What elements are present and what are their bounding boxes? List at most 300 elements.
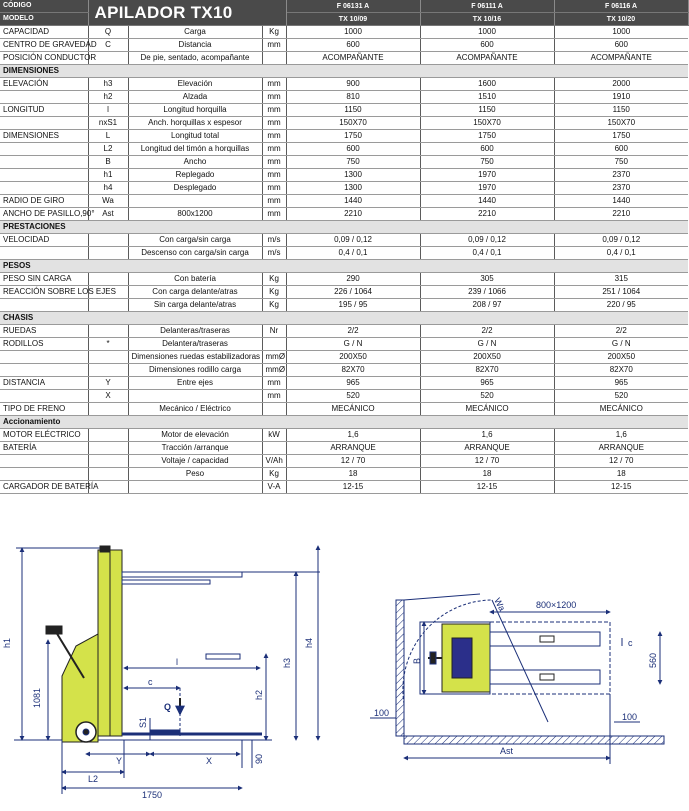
raised-forks — [122, 572, 242, 577]
row-symbol — [88, 442, 128, 455]
row-value: 1,6 — [420, 429, 554, 442]
row-unit: m/s — [262, 234, 286, 247]
row-description: Carga — [128, 26, 262, 39]
row-description: Dimensiones rodillo carga — [128, 364, 262, 377]
table-row — [0, 442, 688, 455]
row-value: 810 — [286, 91, 420, 104]
row-value: 2370 — [554, 182, 688, 195]
row-label: DIMENSIONES — [0, 130, 88, 143]
row-value: 1150 — [420, 104, 554, 117]
label-x: X — [206, 756, 213, 766]
row-label — [0, 455, 88, 468]
battery — [452, 638, 472, 678]
tiller-handle — [46, 626, 62, 634]
fork-left — [490, 632, 600, 646]
row-value: 18 — [554, 468, 688, 481]
row-value: 600 — [420, 143, 554, 156]
label-s1: S1 — [138, 716, 148, 728]
row-label: RUEDAS — [0, 325, 88, 338]
row-symbol: B — [88, 156, 128, 169]
wheel-hub — [83, 729, 89, 735]
row-value: 12-15 — [420, 481, 554, 494]
row-unit: mm — [262, 390, 286, 403]
table-row — [0, 208, 688, 221]
row-unit — [262, 52, 286, 65]
table-row — [0, 156, 688, 169]
section-title: PESOS — [0, 260, 688, 273]
table-row — [0, 286, 688, 299]
table-row — [0, 351, 688, 364]
floor-wall — [404, 736, 664, 744]
row-unit: mm — [262, 78, 286, 91]
row-value: 1970 — [420, 182, 554, 195]
row-value: 0,4 / 0,1 — [420, 247, 554, 260]
row-value: ARRANQUE — [286, 442, 420, 455]
modelo-label: MODELO — [0, 13, 88, 26]
row-label — [0, 169, 88, 182]
section-row — [0, 221, 688, 234]
row-value: 208 / 97 — [420, 299, 554, 312]
table-row — [0, 299, 688, 312]
raised-forks-lower — [122, 580, 210, 584]
row-value: 1910 — [554, 91, 688, 104]
row-label — [0, 299, 88, 312]
row-description: Tracción /arranque — [128, 442, 262, 455]
row-description: Elevación — [128, 78, 262, 91]
row-label — [0, 156, 88, 169]
row-unit: kW — [262, 429, 286, 442]
row-description: Longitud del timón a horquillas — [128, 143, 262, 156]
row-unit: m/s — [262, 247, 286, 260]
row-value: 0,4 / 0,1 — [286, 247, 420, 260]
row-label: CARGADOR DE BATERÍA — [0, 481, 88, 494]
row-label: MOTOR ELÉCTRICO — [0, 429, 88, 442]
label-c: c — [148, 677, 153, 687]
row-label: LONGITUD — [0, 104, 88, 117]
row-unit: mm — [262, 208, 286, 221]
row-value: 220 / 95 — [554, 299, 688, 312]
row-unit: mmØ — [262, 351, 286, 364]
model-name: TX 10/09 — [286, 13, 420, 26]
row-value: 150X70 — [554, 117, 688, 130]
row-description: Entre ejes — [128, 377, 262, 390]
row-description: 800x1200 — [128, 208, 262, 221]
row-unit: mm — [262, 39, 286, 52]
table-row — [0, 52, 688, 65]
section-title: DIMENSIONES — [0, 65, 688, 78]
row-label — [0, 351, 88, 364]
label-l2: L2 — [88, 774, 99, 784]
ext-line — [404, 594, 480, 600]
table-row — [0, 169, 688, 182]
table-row — [0, 195, 688, 208]
row-description: Delantera/traseras — [128, 338, 262, 351]
table-row — [0, 455, 688, 468]
row-value: 12 / 70 — [286, 455, 420, 468]
row-value: 200X50 — [554, 351, 688, 364]
row-symbol: C — [88, 39, 128, 52]
label-b: B — [412, 657, 422, 664]
row-value: G / N — [286, 338, 420, 351]
row-value: 2/2 — [420, 325, 554, 338]
row-label: VELOCIDAD — [0, 234, 88, 247]
row-description: Longitud total — [128, 130, 262, 143]
model-name: TX 10/16 — [420, 13, 554, 26]
label-100-left: 100 — [374, 708, 390, 718]
row-unit: Kg — [262, 26, 286, 39]
table-row — [0, 130, 688, 143]
row-symbol: Y — [88, 377, 128, 390]
row-unit: mm — [262, 130, 286, 143]
row-value: 750 — [420, 156, 554, 169]
row-description: Desplegado — [128, 182, 262, 195]
mast-top — [100, 546, 110, 552]
row-value: 1750 — [420, 130, 554, 143]
row-unit: mm — [262, 377, 286, 390]
row-symbol: h1 — [88, 169, 128, 182]
label-wa: Wa — [492, 596, 508, 613]
row-unit: mm — [262, 117, 286, 130]
tiller-handle-top — [430, 652, 436, 664]
row-symbol: X — [88, 390, 128, 403]
label-ast: Ast — [500, 746, 514, 756]
model-code: F 06131 A — [286, 0, 420, 13]
section-row — [0, 260, 688, 273]
table-row — [0, 273, 688, 286]
label-560: 560 — [648, 652, 658, 668]
row-description: Con carga delante/atras — [128, 286, 262, 299]
label-h2: h2 — [254, 689, 264, 700]
row-symbol — [88, 234, 128, 247]
row-symbol: nxS1 — [88, 117, 128, 130]
row-label — [0, 468, 88, 481]
row-label: TIPO DE FRENO — [0, 403, 88, 416]
side-view-drawing — [14, 546, 320, 794]
table-row — [0, 91, 688, 104]
row-value: 1970 — [420, 169, 554, 182]
row-value: 226 / 1064 — [286, 286, 420, 299]
section-row — [0, 416, 688, 429]
row-value: 18 — [420, 468, 554, 481]
row-value: 1,6 — [554, 429, 688, 442]
load-roller — [150, 730, 180, 734]
table-row — [0, 104, 688, 117]
row-label: ELEVACIÓN — [0, 78, 88, 91]
row-value: G / N — [420, 338, 554, 351]
row-value: 1440 — [420, 195, 554, 208]
row-value: 1000 — [420, 26, 554, 39]
model-name: TX 10/20 — [554, 13, 688, 26]
row-value: MECÁNICO — [420, 403, 554, 416]
row-label: CENTRO DE GRAVEDAD — [0, 39, 88, 52]
row-description: Replegado — [128, 169, 262, 182]
row-value: 600 — [286, 39, 420, 52]
row-value: 750 — [286, 156, 420, 169]
row-value: 200X50 — [286, 351, 420, 364]
fork-right — [490, 670, 600, 684]
row-value: 2210 — [554, 208, 688, 221]
row-unit — [262, 338, 286, 351]
row-symbol — [88, 325, 128, 338]
row-value: 290 — [286, 273, 420, 286]
row-value: 1,6 — [286, 429, 420, 442]
row-label — [0, 117, 88, 130]
row-value: 0,4 / 0,1 — [554, 247, 688, 260]
row-unit: mmØ — [262, 364, 286, 377]
mid-forks — [206, 654, 240, 659]
row-value: 900 — [286, 78, 420, 91]
row-symbol: * — [88, 338, 128, 351]
row-value: 2210 — [286, 208, 420, 221]
row-symbol — [88, 429, 128, 442]
row-value: ACOMPAÑANTE — [554, 52, 688, 65]
row-value: 1600 — [420, 78, 554, 91]
row-value: 1000 — [554, 26, 688, 39]
row-label — [0, 182, 88, 195]
table-row — [0, 234, 688, 247]
row-description: Dimensiones ruedas estabilizadoras — [128, 351, 262, 364]
row-description: Voltaje / capacidad — [128, 455, 262, 468]
row-label: PESO SIN CARGA — [0, 273, 88, 286]
table-row — [0, 377, 688, 390]
label-q: Q — [164, 702, 172, 712]
row-value: 1750 — [286, 130, 420, 143]
row-symbol: L — [88, 130, 128, 143]
row-value: 12-15 — [554, 481, 688, 494]
label-y: Y — [116, 756, 123, 766]
row-symbol — [88, 351, 128, 364]
row-unit: V-A — [262, 481, 286, 494]
row-description: Sin carga delante/atras — [128, 299, 262, 312]
table-row — [0, 338, 688, 351]
row-unit: V/Ah — [262, 455, 286, 468]
row-label: BATERÍA — [0, 442, 88, 455]
row-value: 965 — [286, 377, 420, 390]
row-value: 2/2 — [554, 325, 688, 338]
page-title: APILADOR TX10 — [88, 0, 286, 26]
row-value: 600 — [554, 143, 688, 156]
side-view-labels — [2, 638, 314, 800]
row-label: REACCIÓN SOBRE LOS EJES — [0, 286, 88, 299]
row-value: 12 / 70 — [420, 455, 554, 468]
row-value: 2/2 — [286, 325, 420, 338]
row-value: 1750 — [554, 130, 688, 143]
row-label: ANCHO DE PASILLO,90° — [0, 208, 88, 221]
row-label: RODILLOS — [0, 338, 88, 351]
row-label — [0, 364, 88, 377]
row-value: 18 — [286, 468, 420, 481]
row-label: POSICIÓN CONDUCTOR — [0, 52, 88, 65]
row-value: 315 — [554, 273, 688, 286]
row-value: 965 — [420, 377, 554, 390]
label-pallet: 800×1200 — [536, 600, 577, 610]
row-description: Motor de elevación — [128, 429, 262, 442]
row-unit — [262, 403, 286, 416]
row-value: 600 — [554, 39, 688, 52]
row-symbol: h3 — [88, 78, 128, 91]
row-value: 2210 — [420, 208, 554, 221]
section-title: CHASIS — [0, 312, 688, 325]
table-row — [0, 39, 688, 52]
row-label: DISTANCIA — [0, 377, 88, 390]
row-value: 150X70 — [286, 117, 420, 130]
row-label — [0, 247, 88, 260]
row-symbol: L2 — [88, 143, 128, 156]
row-value: 0,09 / 0,12 — [286, 234, 420, 247]
row-value: ARRANQUE — [420, 442, 554, 455]
row-value: 600 — [286, 143, 420, 156]
row-description: Anch. horquillas x espesor — [128, 117, 262, 130]
row-description: Distancia — [128, 39, 262, 52]
section-title: Accionamiento — [0, 416, 688, 429]
table-row — [0, 390, 688, 403]
row-description: Con carga/sin carga — [128, 234, 262, 247]
section-row — [0, 312, 688, 325]
row-unit: Kg — [262, 299, 286, 312]
row-description — [128, 195, 262, 208]
table-row — [0, 481, 688, 494]
row-symbol: Wa — [88, 195, 128, 208]
row-value: 0,09 / 0,12 — [554, 234, 688, 247]
label-l: l — [176, 657, 178, 667]
model-code: F 06116 A — [554, 0, 688, 13]
row-unit: mm — [262, 156, 286, 169]
row-symbol: l — [88, 104, 128, 117]
row-value: 750 — [554, 156, 688, 169]
row-description: Delanteras/traseras — [128, 325, 262, 338]
row-value: 1150 — [286, 104, 420, 117]
row-description: Alzada — [128, 91, 262, 104]
table-row — [0, 247, 688, 260]
row-value: 1440 — [286, 195, 420, 208]
row-value: MECÁNICO — [554, 403, 688, 416]
row-symbol: Q — [88, 26, 128, 39]
row-unit: mm — [262, 143, 286, 156]
row-description: Con batería — [128, 273, 262, 286]
row-unit — [262, 442, 286, 455]
label-1750: 1750 — [142, 790, 163, 800]
table-row — [0, 26, 688, 39]
row-value: 520 — [420, 390, 554, 403]
row-symbol — [88, 364, 128, 377]
row-label — [0, 143, 88, 156]
row-symbol — [88, 468, 128, 481]
label-c-top: c — [628, 638, 633, 648]
row-unit: Nr — [262, 325, 286, 338]
row-value: 965 — [554, 377, 688, 390]
row-description: Ancho — [128, 156, 262, 169]
row-symbol: h4 — [88, 182, 128, 195]
row-value: 1510 — [420, 91, 554, 104]
table-row — [0, 325, 688, 338]
row-unit: mm — [262, 195, 286, 208]
row-description: Longitud horquilla — [128, 104, 262, 117]
row-value: 600 — [420, 39, 554, 52]
table-row — [0, 468, 688, 481]
row-value: 12-15 — [286, 481, 420, 494]
row-value: 82X70 — [286, 364, 420, 377]
row-symbol — [88, 299, 128, 312]
row-value: 239 / 1066 — [420, 286, 554, 299]
table-row — [0, 182, 688, 195]
table-row — [0, 429, 688, 442]
row-unit: mm — [262, 91, 286, 104]
row-value: 520 — [554, 390, 688, 403]
row-value: 82X70 — [420, 364, 554, 377]
row-unit: Kg — [262, 468, 286, 481]
row-value: 150X70 — [420, 117, 554, 130]
dim-wa-line — [492, 600, 548, 722]
row-value: ACOMPAÑANTE — [420, 52, 554, 65]
section-row — [0, 65, 688, 78]
row-value: 1150 — [554, 104, 688, 117]
top-view-drawing — [370, 594, 664, 764]
row-symbol: Ast — [88, 208, 128, 221]
row-value: 2000 — [554, 78, 688, 91]
table-row — [0, 403, 688, 416]
row-unit: Kg — [262, 273, 286, 286]
label-h1: h1 — [2, 637, 12, 648]
row-value: G / N — [554, 338, 688, 351]
row-unit: mm — [262, 182, 286, 195]
technical-drawings — [0, 528, 688, 806]
row-description: Descenso con carga/sin carga — [128, 247, 262, 260]
row-description: Peso — [128, 468, 262, 481]
row-value: 520 — [286, 390, 420, 403]
row-symbol: h2 — [88, 91, 128, 104]
row-label: CAPACIDAD — [0, 26, 88, 39]
codigo-label: CÓDIGO — [0, 0, 88, 13]
row-description — [128, 481, 262, 494]
row-symbol — [88, 273, 128, 286]
row-value: 0,09 / 0,12 — [420, 234, 554, 247]
row-value: MECÁNICO — [286, 403, 420, 416]
row-description — [128, 390, 262, 403]
table-row — [0, 78, 688, 91]
header-code-row — [0, 0, 688, 13]
table-row — [0, 143, 688, 156]
left-wall — [396, 600, 404, 736]
row-value: 1000 — [286, 26, 420, 39]
table-row — [0, 364, 688, 377]
row-unit: mm — [262, 169, 286, 182]
row-label: RADIO DE GIRO — [0, 195, 88, 208]
row-value: ARRANQUE — [554, 442, 688, 455]
label-h4: h4 — [304, 637, 314, 648]
label-h3: h3 — [282, 657, 292, 668]
row-value: 12 / 70 — [554, 455, 688, 468]
table-row — [0, 117, 688, 130]
model-code: F 06111 A — [420, 0, 554, 13]
row-symbol — [88, 455, 128, 468]
row-symbol — [88, 247, 128, 260]
row-value: 2370 — [554, 169, 688, 182]
row-value: 82X70 — [554, 364, 688, 377]
row-description: De pie, sentado, acompañante — [128, 52, 262, 65]
label-90: 90 — [254, 753, 264, 764]
row-symbol — [88, 403, 128, 416]
row-value: 251 / 1064 — [554, 286, 688, 299]
section-title: PRESTACIONES — [0, 221, 688, 234]
row-value: 1300 — [286, 182, 420, 195]
row-value: 1440 — [554, 195, 688, 208]
row-value: ACOMPAÑANTE — [286, 52, 420, 65]
row-unit: mm — [262, 104, 286, 117]
row-description: Mecánico / Eléctrico — [128, 403, 262, 416]
row-unit: Kg — [262, 286, 286, 299]
row-value: 200X50 — [420, 351, 554, 364]
drawings-svg — [0, 528, 688, 806]
